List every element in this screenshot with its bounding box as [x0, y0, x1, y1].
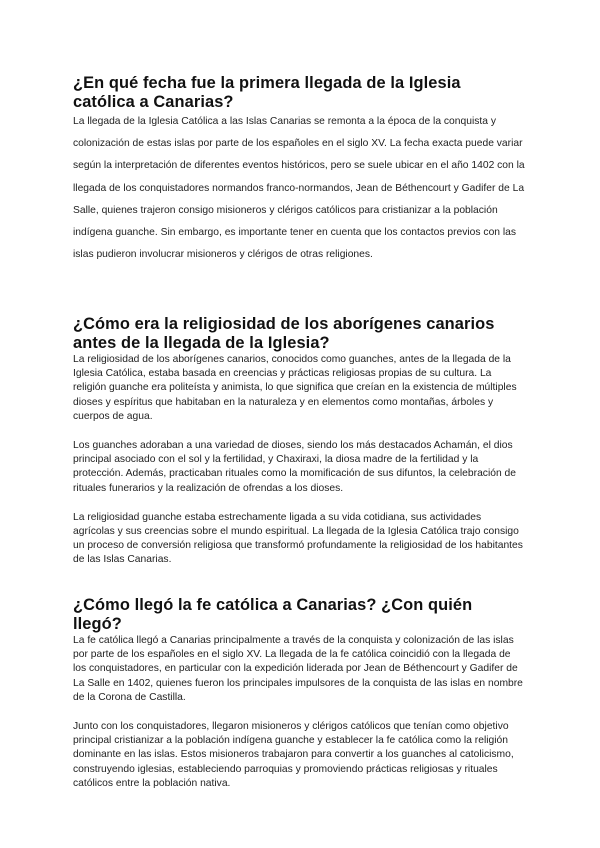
- paragraph: Junto con los conquistadores, llegaron misioneros y clérigos católicos que tenían como objetivo principal cristianizar a la población indígena guanche y establecer la fe católica como la religión dominante en las islas. Estos misioneros trabajaron para convertir a los guanches al catolicismo, construyendo iglesias, estableciendo parroquias y promoviendo prácticas religiosas y rituales católicos entre la población nativa.: [73, 721, 514, 789]
- paragraph: La religiosidad guanche estaba estrechamente ligada a su vida cotidiana, sus actividades agrícolas y sus creencias sobre el mundo espiritual. La llegada de la Iglesia Católica trajo consigo un proceso de conversión religiosa que transformó profundamente la religiosidad de los habitantes de las Islas Canarias.: [73, 511, 523, 566]
- section-religiosidad-aborigenes: [73, 315, 525, 568]
- section-heading: ¿Cómo llegó la fe católica a Canarias? ¿Con quién llegó?: [73, 596, 473, 633]
- paragraph: Los guanches adoraban a una variedad de dioses, siendo los más destacados Achamán, el dios principal asociado con el sol y la fertilidad, y Chaxiraxi, la diosa madre de la fertilidad y la protección. Además, practicaban rituales como la momificación de sus difuntos, la celebración de rituales funerarios y la realización de ofrendas a los dioses.: [73, 440, 516, 494]
- paragraph: La fe católica llegó a Canarias principalmente a través de la conquista y colonización de las islas por parte de los españoles en el siglo XV. La llegada de la fe católica coincidió con la llegada de los conquistadores, en particular con la expedición liderada por Jean de Béthencourt y Gadifer de La Salle en 1402, quienes fueron los principales impulsores de la conquista de las islas en nombre de la Corona de Castilla.: [73, 635, 523, 703]
- section-llegada-fe-catolica: [73, 596, 525, 791]
- section-heading: ¿Cómo era la religiosidad de los aborígenes canarios antes de la llegada de la Iglesia?: [73, 315, 495, 352]
- paragraph: La religiosidad de los aborígenes canarios, conocidos como guanches, antes de la llegada de la Iglesia Católica, estaba basada en creencias y prácticas religiosas propias de su cultura. La religión guanche era politeísta y animista, lo que significa que creían en la existencia de múltiples dioses y espíritus que habitaban en la naturaleza y en elementos como montañas, árboles y cuerpos de agua.: [73, 354, 517, 422]
- section-fecha-llegada: [73, 74, 525, 266]
- paragraph: La llegada de la Iglesia Católica a las Islas Canarias se remonta a la época de la conquista y colonización de estas islas por parte de los españoles en el siglo XV. La fecha exacta puede variar según la interpretación de diferentes eventos históricos, pero se suele ubicar en el año 1402 con la llegada de los conquistadores normandos franco-normandos, Jean de Béthencourt y Gadifer de La Salle, quienes trajeron consigo misioneros y clérigos católicos para cristianizar a la población indígena guanche. Sin embargo, es importante tener en cuenta que los contactos previos con las islas pudieron involucrar misioneros y clérigos de otras religiones.: [73, 116, 525, 261]
- section-heading: ¿En qué fecha fue la primera llegada de la Iglesia católica a Canarias?: [73, 74, 461, 111]
